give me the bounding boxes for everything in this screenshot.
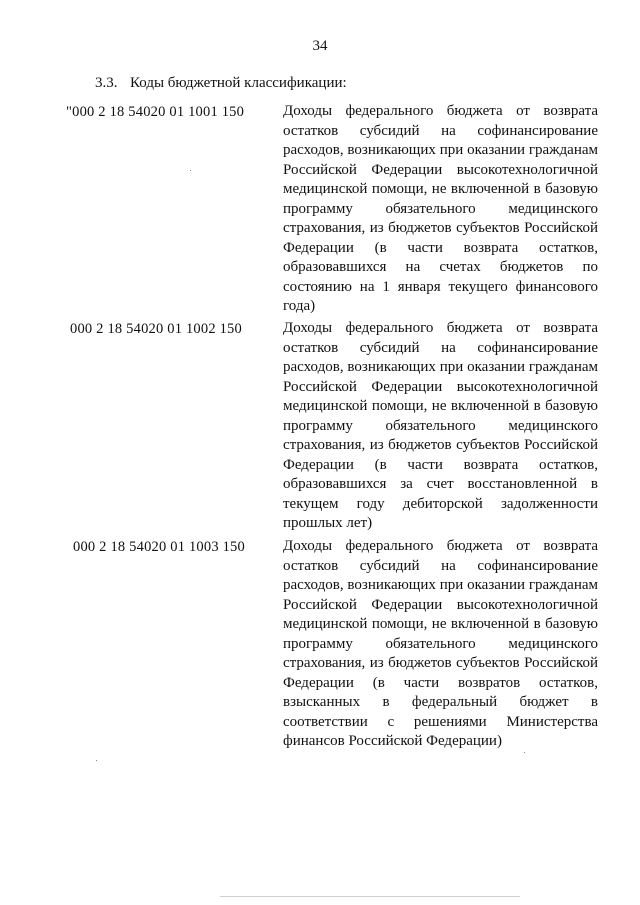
description-line: расходов, возникающих при оказании гражданам — [283, 359, 598, 375]
description-line: программу обязательного медицинского — [283, 635, 598, 652]
description-line: Доходы федерального бюджета от возврата — [283, 538, 598, 554]
scan-edge-line — [220, 896, 520, 897]
scan-speck — [96, 760, 97, 761]
description-line: расходов, возникающих при оказании гражданам — [283, 142, 598, 158]
description-line: расходов, возникающих при оказании гражданам — [283, 577, 598, 593]
description-line: финансов Российской Федерации) — [283, 733, 502, 749]
description-line: Доходы федерального бюджета от возврата — [283, 320, 598, 336]
page-number: 34 — [312, 38, 328, 54]
budget-code-description — [283, 102, 598, 317]
description-line: медицинской помощи, не включенной в базовую — [283, 398, 598, 414]
description-line: Российской Федерации высокотехнологичной — [283, 378, 598, 395]
description-line: программу обязательного медицинского — [283, 200, 598, 217]
description-line: Федерации (в части возврата остатков, — [283, 239, 598, 256]
description-line: образовавшихся за счет восстановленной в — [283, 476, 598, 492]
scan-speck — [524, 752, 525, 753]
description-line: текущем году дебиторской задолженности — [283, 495, 598, 512]
description-line: образовавшихся на счетах бюджетов по — [283, 259, 598, 275]
description-line: соответствии с решениями Министерства — [283, 713, 598, 730]
description-line: программу обязательного медицинского — [283, 417, 598, 434]
description-line: взысканных в федеральный бюджет в — [283, 694, 598, 710]
description-line: остатков субсидий на софинансирование — [283, 339, 598, 356]
description-line: медицинской помощи, не включенной в базовую — [283, 616, 598, 632]
scan-speck — [190, 170, 191, 171]
section-number: 3.3. — [95, 75, 118, 91]
budget-code: "000 2 18 54020 01 1001 150 — [66, 104, 245, 120]
description-line: остатков субсидий на софинансирование — [283, 122, 598, 139]
section-heading — [95, 75, 347, 92]
description-line: состоянию на 1 января текущего финансового — [283, 278, 598, 295]
description-line: прошлых лет) — [283, 515, 373, 531]
description-line: года) — [283, 298, 316, 314]
description-line: медицинской помощи, не включенной в базовую — [283, 181, 598, 197]
budget-code-description — [283, 319, 598, 534]
budget-code: 000 2 18 54020 01 1002 150 — [70, 321, 242, 337]
budget-code: 000 2 18 54020 01 1003 150 — [73, 539, 245, 555]
description-line: остатков субсидий на софинансирование — [283, 557, 598, 574]
budget-code-description — [283, 537, 598, 752]
description-line: Российской Федерации высокотехнологичной — [283, 596, 598, 613]
description-line: страхования, из бюджетов субъектов Российской — [283, 655, 598, 671]
description-line: Российской Федерации высокотехнологичной — [283, 161, 598, 178]
description-line: Федерации (в части возврата остатков, — [283, 456, 598, 473]
description-line: страхования, из бюджетов субъектов Российской — [283, 220, 598, 236]
description-line: страхования, из бюджетов субъектов Российской — [283, 437, 598, 453]
description-line: Доходы федерального бюджета от возврата — [283, 103, 598, 119]
description-line: Федерации (в части возвратов остатков, — [283, 674, 598, 691]
section-title: Коды бюджетной классификации: — [130, 75, 347, 91]
